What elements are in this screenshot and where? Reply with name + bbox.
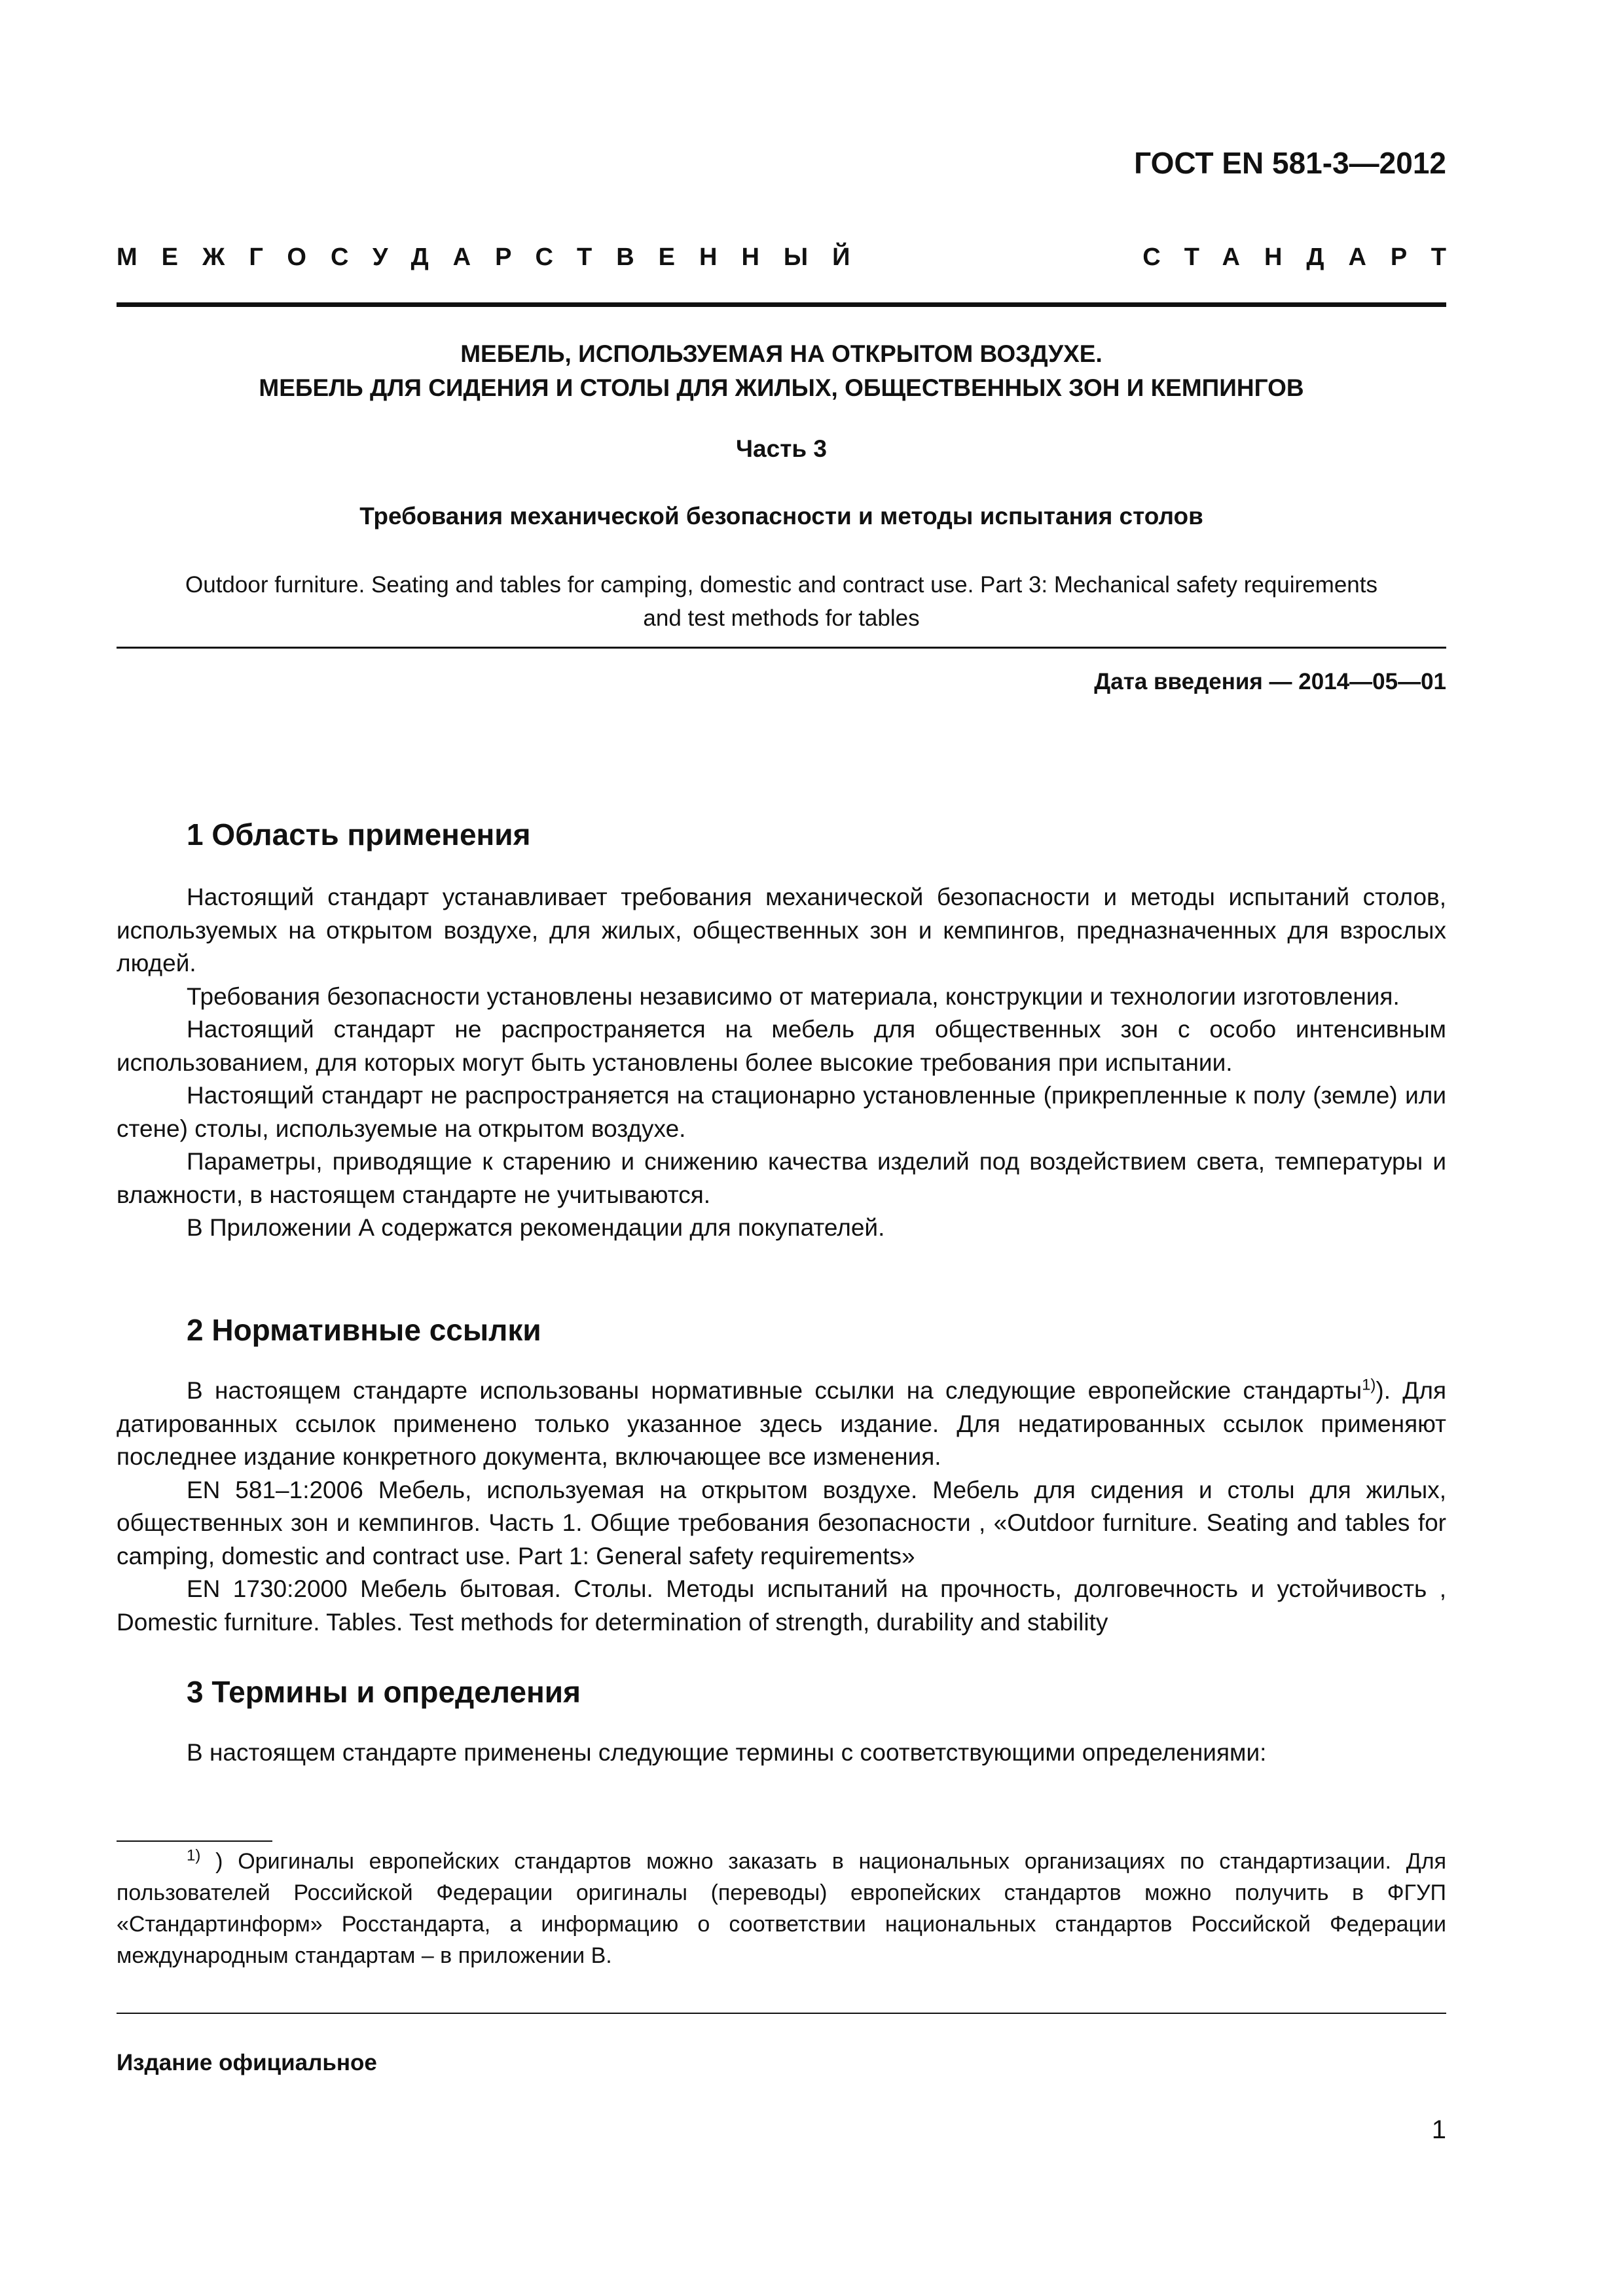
section-1-heading: 1 Область применения [187,817,531,852]
title-line-2: МЕБЕЛЬ ДЛЯ СИДЕНИЯ И СТОЛЫ ДЛЯ ЖИЛЫХ, ОБЩЕСТВЕННЫХ ЗОН И КЕМПИНГОВ [259,374,1304,401]
title-line-1: МЕБЕЛЬ, ИСПОЛЬЗУЕМАЯ НА ОТКРЫТОМ ВОЗДУХЕ. [460,340,1103,367]
section-3-body [117,1736,1446,1770]
english-title-line-1: Outdoor furniture. Seating and tables for camping, domestic and contract use. Part 3: Mechanical safety requirements [185,572,1377,598]
english-title [117,568,1446,635]
section-2-heading: 2 Нормативные ссылки [187,1313,541,1347]
paragraph-text: ). Для датированных ссылок применено только указанное здесь издание. Для недатированных ссылок применяют последнее издание конкретного документа, включающее все изменения. [117,1377,1446,1470]
paragraph: Настоящий стандарт не распространяется на стационарно установленные (прикрепленные к полу (земле) или стене) столы, используемые на открытом воздухе. [117,1082,1446,1142]
paragraph: Настоящий стандарт устанавливает требования механической безопасности и методы испытаний столов, используемых на открытом воздухе, для жилых, общественных зон и кемпингов, предназначенных для взрослых людей. [117,884,1446,977]
paragraph-text: В настоящем стандарте использованы нормативные ссылки на следующие европейские стандарты [187,1377,1362,1404]
document-title [117,337,1446,405]
standard-type-word2: СТАНДАРТ [1142,243,1470,271]
english-title-line-2: and test methods for tables [643,605,920,631]
document-code: ГОСТ EN 581-3—2012 [1134,146,1446,180]
paragraph: Параметры, приводящие к старению и снижению качества изделий под воздействием света, температуры и влажности, в настоящем стандарте не учитываются. [117,1148,1446,1208]
footnote-marker: 1) [187,1846,201,1865]
header-rule [117,302,1446,307]
footer-rule [117,2013,1446,2014]
footnote-text: ) Оригиналы европейских стандартов можно заказать в национальных организациях по стандартизации. Для пользователей Российской Федерации оригиналы (переводы) европейских стандартов можно получить в ФГУП «Стандартинформ» Росстандарта, а информацию о соответствии национальных стандартов Российской Федерации международным стандартам – в приложении В. [117,1849,1446,1968]
standard-type-word1: МЕЖГОСУДАРСТВЕННЫЙ [117,243,875,271]
title-rule [117,647,1446,649]
paragraph: EN 1730:2000 Мебель бытовая. Столы. Методы испытаний на прочность, долговечность и устойчивость , Domestic furniture. Tables. Test methods for determination of strength, durability and stability [117,1575,1446,1636]
section-2-body [117,1374,1446,1639]
standard-type-line [117,243,1470,272]
paragraph: В настоящем стандарте применены следующие термины с соответствующими определениями: [187,1739,1267,1766]
footnote-reference: 1) [1362,1376,1376,1394]
section-1-body [117,881,1446,1245]
page-number: 1 [1431,2115,1446,2144]
document-subtitle: Требования механической безопасности и методы испытания столов [359,503,1203,529]
paragraph [117,1374,1446,1474]
introduction-date: Дата введения — 2014—05—01 [1094,669,1446,694]
edition-label: Издание официальное [117,2050,377,2075]
paragraph: В Приложении А содержатся рекомендации для покупателей. [187,1214,885,1241]
footnote [117,1846,1446,1971]
section-3-heading: 3 Термины и определения [187,1675,581,1709]
paragraph: Настоящий стандарт не распространяется на мебель для общественных зон с особо интенсивным использованием, для которых могут быть установлены более высокие требования при испытании. [117,1016,1446,1076]
part-label: Часть 3 [736,435,827,462]
footnote-separator [117,1840,272,1842]
paragraph: Требования безопасности установлены независимо от материала, конструкции и технологии изготовления. [187,982,1400,1010]
paragraph: EN 581–1:2006 Мебель, используемая на открытом воздухе. Мебель для сидения и столы для жилых, общественных зон и кемпингов. Часть 1. Общие требования безопасности , «Outdoor furniture. Seating and tables for camping, domestic and contract use. Part 1: General safety requirements» [117,1476,1446,1570]
